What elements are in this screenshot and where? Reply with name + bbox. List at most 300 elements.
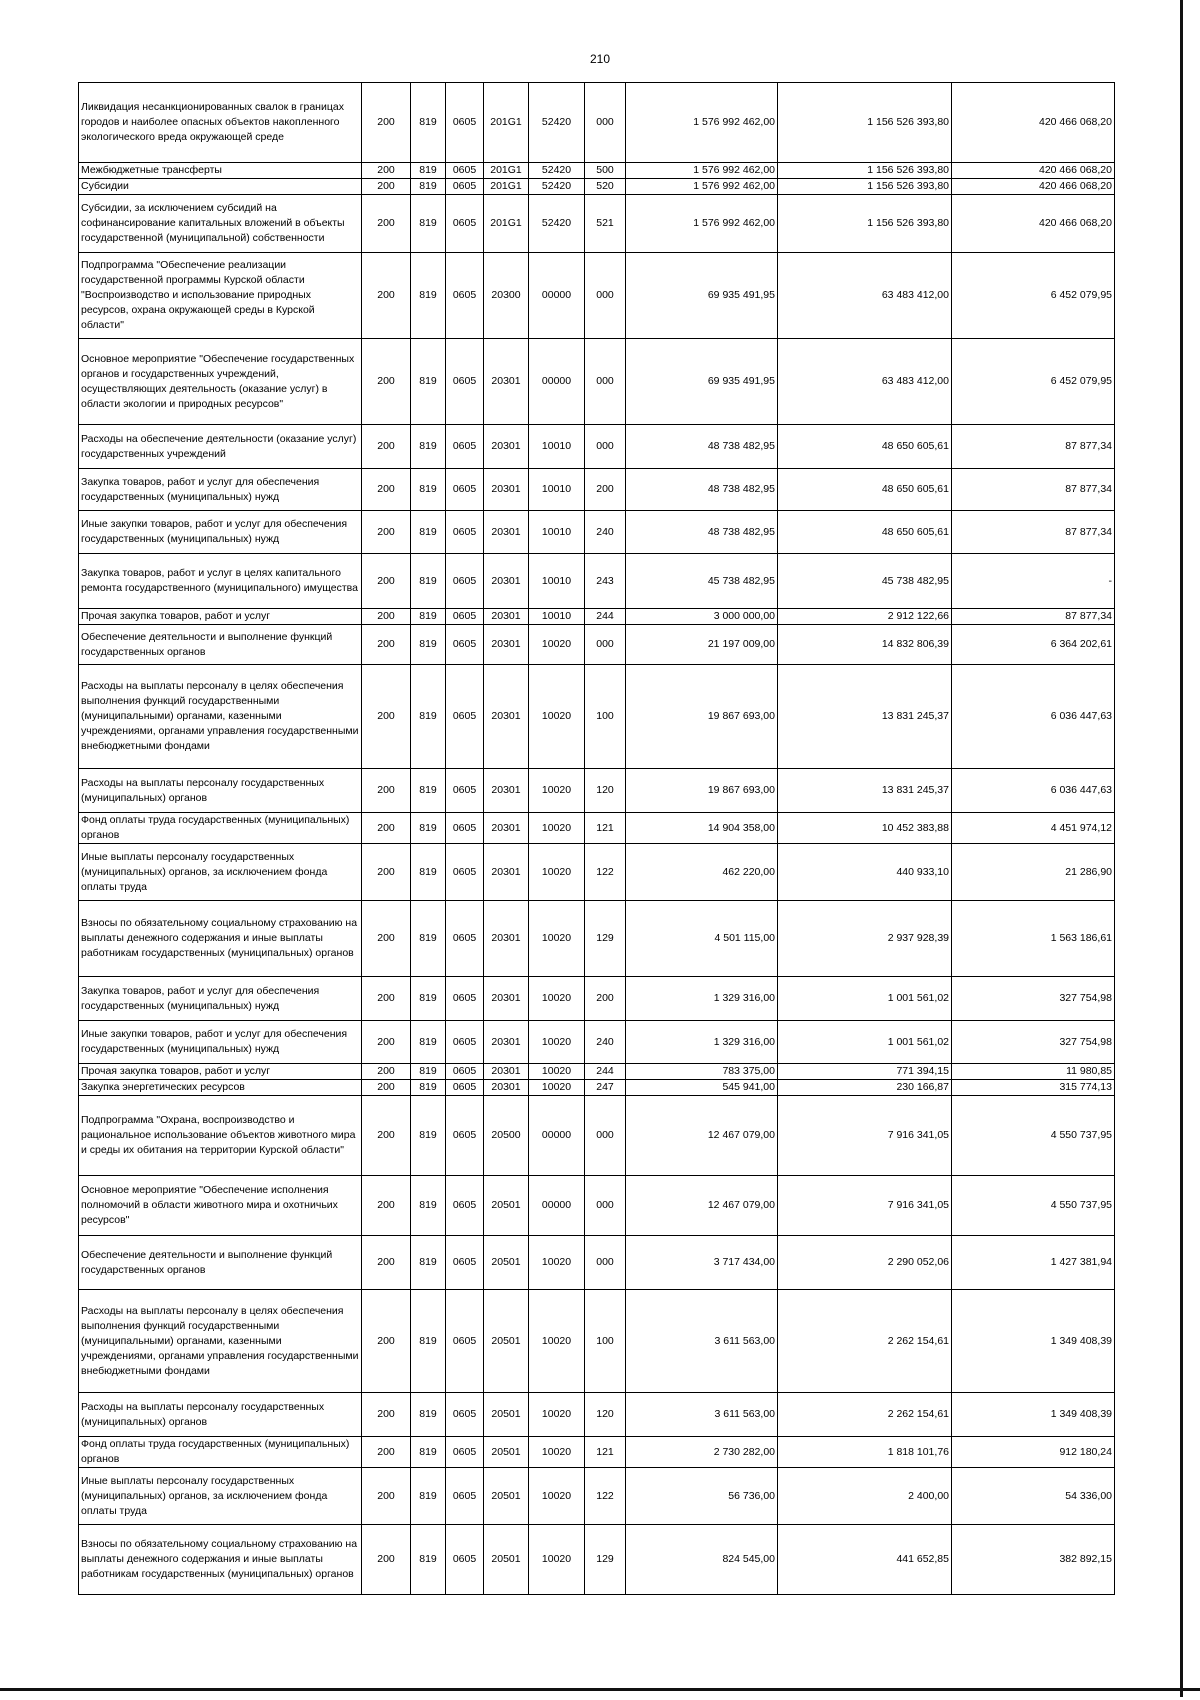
row-code-c6: 200 bbox=[585, 469, 626, 511]
row-code-c2: 819 bbox=[411, 813, 446, 844]
row-value-2: 48 650 605,61 bbox=[778, 425, 952, 469]
row-value-2: 1 001 561,02 bbox=[778, 977, 952, 1021]
row-name: Иные выплаты персоналу государственных (муниципальных) органов, за исключением фонда оплаты труда bbox=[79, 1468, 362, 1525]
row-code-c2: 819 bbox=[411, 1468, 446, 1525]
row-code-c4: 20301 bbox=[484, 554, 529, 609]
row-code-c3: 0605 bbox=[446, 511, 484, 554]
row-code-c2: 819 bbox=[411, 554, 446, 609]
row-code-c1: 200 bbox=[362, 625, 411, 665]
row-value-1: 3 717 434,00 bbox=[626, 1236, 778, 1290]
row-code-c1: 200 bbox=[362, 1176, 411, 1236]
table-row bbox=[79, 977, 1115, 1021]
table-row bbox=[79, 1393, 1115, 1437]
table-row bbox=[79, 1468, 1115, 1525]
row-code-c6: 100 bbox=[585, 1290, 626, 1393]
row-value-3: 1 349 408,39 bbox=[952, 1290, 1115, 1393]
table-row bbox=[79, 253, 1115, 339]
row-value-1: 3 611 563,00 bbox=[626, 1393, 778, 1437]
row-code-c2: 819 bbox=[411, 253, 446, 339]
row-code-c3: 0605 bbox=[446, 901, 484, 977]
row-code-c6: 243 bbox=[585, 554, 626, 609]
row-code-c4: 20501 bbox=[484, 1393, 529, 1437]
row-value-2: 1 818 101,76 bbox=[778, 1437, 952, 1468]
row-name: Закупка энергетических ресурсов bbox=[79, 1080, 362, 1096]
row-code-c4: 201G1 bbox=[484, 83, 529, 163]
row-code-c1: 200 bbox=[362, 1021, 411, 1064]
row-name: Закупка товаров, работ и услуг в целях капитального ремонта государственного (муниципального) имущества bbox=[79, 554, 362, 609]
row-code-c4: 20301 bbox=[484, 813, 529, 844]
row-name: Иные выплаты персоналу государственных (муниципальных) органов, за исключением фонда оплаты труда bbox=[79, 844, 362, 901]
table-row bbox=[79, 425, 1115, 469]
row-code-c2: 819 bbox=[411, 1080, 446, 1096]
row-code-c3: 0605 bbox=[446, 83, 484, 163]
row-code-c3: 0605 bbox=[446, 1080, 484, 1096]
row-code-c1: 200 bbox=[362, 1290, 411, 1393]
row-code-c2: 819 bbox=[411, 1096, 446, 1176]
row-code-c6: 122 bbox=[585, 1468, 626, 1525]
table-row bbox=[79, 1064, 1115, 1080]
row-code-c4: 20301 bbox=[484, 1064, 529, 1080]
row-value-2: 63 483 412,00 bbox=[778, 339, 952, 425]
row-code-c4: 20300 bbox=[484, 253, 529, 339]
row-name: Прочая закупка товаров, работ и услуг bbox=[79, 1064, 362, 1080]
row-code-c6: 000 bbox=[585, 1176, 626, 1236]
row-code-c5: 52420 bbox=[529, 179, 585, 195]
row-code-c2: 819 bbox=[411, 609, 446, 625]
row-code-c5: 10020 bbox=[529, 769, 585, 813]
row-value-2: 7 916 341,05 bbox=[778, 1096, 952, 1176]
row-code-c3: 0605 bbox=[446, 665, 484, 769]
row-code-c2: 819 bbox=[411, 1176, 446, 1236]
row-value-2: 45 738 482,95 bbox=[778, 554, 952, 609]
row-code-c4: 20301 bbox=[484, 977, 529, 1021]
row-code-c2: 819 bbox=[411, 339, 446, 425]
row-name: Расходы на выплаты персоналу государственных (муниципальных) органов bbox=[79, 769, 362, 813]
row-code-c6: 000 bbox=[585, 625, 626, 665]
row-value-1: 1 329 316,00 bbox=[626, 977, 778, 1021]
row-value-1: 783 375,00 bbox=[626, 1064, 778, 1080]
row-code-c6: 000 bbox=[585, 1096, 626, 1176]
row-code-c4: 20501 bbox=[484, 1468, 529, 1525]
row-value-2: 10 452 383,88 bbox=[778, 813, 952, 844]
row-value-2: 2 262 154,61 bbox=[778, 1393, 952, 1437]
row-value-2: 1 001 561,02 bbox=[778, 1021, 952, 1064]
row-code-c1: 200 bbox=[362, 1437, 411, 1468]
table-row bbox=[79, 1096, 1115, 1176]
table-row bbox=[79, 554, 1115, 609]
row-value-1: 48 738 482,95 bbox=[626, 511, 778, 554]
row-code-c3: 0605 bbox=[446, 253, 484, 339]
row-code-c6: 121 bbox=[585, 1437, 626, 1468]
row-value-1: 45 738 482,95 bbox=[626, 554, 778, 609]
row-value-3: 420 466 068,20 bbox=[952, 195, 1115, 253]
row-code-c6: 244 bbox=[585, 609, 626, 625]
row-value-3: 6 036 447,63 bbox=[952, 665, 1115, 769]
row-code-c4: 20501 bbox=[484, 1437, 529, 1468]
row-value-2: 2 912 122,66 bbox=[778, 609, 952, 625]
row-code-c2: 819 bbox=[411, 977, 446, 1021]
row-value-1: 1 576 992 462,00 bbox=[626, 195, 778, 253]
row-code-c3: 0605 bbox=[446, 977, 484, 1021]
row-code-c5: 10020 bbox=[529, 1236, 585, 1290]
row-code-c1: 200 bbox=[362, 1525, 411, 1595]
row-value-1: 21 197 009,00 bbox=[626, 625, 778, 665]
row-value-2: 13 831 245,37 bbox=[778, 769, 952, 813]
row-value-3: 54 336,00 bbox=[952, 1468, 1115, 1525]
row-code-c1: 200 bbox=[362, 554, 411, 609]
table-row bbox=[79, 163, 1115, 179]
table-row bbox=[79, 83, 1115, 163]
row-code-c1: 200 bbox=[362, 1468, 411, 1525]
row-value-3: 315 774,13 bbox=[952, 1080, 1115, 1096]
row-value-1: 3 611 563,00 bbox=[626, 1290, 778, 1393]
row-value-1: 19 867 693,00 bbox=[626, 769, 778, 813]
row-value-3: 87 877,34 bbox=[952, 609, 1115, 625]
row-code-c2: 819 bbox=[411, 625, 446, 665]
row-code-c2: 819 bbox=[411, 1021, 446, 1064]
row-code-c6: 120 bbox=[585, 1393, 626, 1437]
row-code-c5: 00000 bbox=[529, 339, 585, 425]
row-value-1: 1 576 992 462,00 bbox=[626, 83, 778, 163]
row-value-3: 912 180,24 bbox=[952, 1437, 1115, 1468]
row-value-3: 87 877,34 bbox=[952, 511, 1115, 554]
row-code-c2: 819 bbox=[411, 1393, 446, 1437]
page-number: 210 bbox=[589, 52, 611, 66]
row-code-c4: 20501 bbox=[484, 1176, 529, 1236]
row-name: Взносы по обязательному социальному страхованию на выплаты денежного содержания и иные выплаты работникам государственных (муниципальных) органов bbox=[79, 901, 362, 977]
row-name: Взносы по обязательному социальному страхованию на выплаты денежного содержания и иные выплаты работникам государственных (муниципальных) органов bbox=[79, 1525, 362, 1595]
row-value-2: 440 933,10 bbox=[778, 844, 952, 901]
row-value-3: 1 349 408,39 bbox=[952, 1393, 1115, 1437]
table-row bbox=[79, 844, 1115, 901]
row-code-c4: 20301 bbox=[484, 469, 529, 511]
row-value-1: 14 904 358,00 bbox=[626, 813, 778, 844]
table-row bbox=[79, 665, 1115, 769]
row-value-3: 382 892,15 bbox=[952, 1525, 1115, 1595]
row-code-c1: 200 bbox=[362, 511, 411, 554]
row-value-2: 48 650 605,61 bbox=[778, 469, 952, 511]
row-value-3: 4 550 737,95 bbox=[952, 1096, 1115, 1176]
row-value-2: 7 916 341,05 bbox=[778, 1176, 952, 1236]
row-code-c6: 129 bbox=[585, 901, 626, 977]
row-code-c4: 20301 bbox=[484, 665, 529, 769]
table-row bbox=[79, 339, 1115, 425]
row-code-c2: 819 bbox=[411, 195, 446, 253]
row-value-3: 87 877,34 bbox=[952, 425, 1115, 469]
row-name: Закупка товаров, работ и услуг для обеспечения государственных (муниципальных) нужд bbox=[79, 977, 362, 1021]
table-row bbox=[79, 1525, 1115, 1595]
row-value-3: 6 036 447,63 bbox=[952, 769, 1115, 813]
row-value-2: 441 652,85 bbox=[778, 1525, 952, 1595]
row-code-c1: 200 bbox=[362, 179, 411, 195]
row-code-c3: 0605 bbox=[446, 1236, 484, 1290]
row-value-2: 1 156 526 393,80 bbox=[778, 163, 952, 179]
row-value-1: 69 935 491,95 bbox=[626, 339, 778, 425]
row-code-c3: 0605 bbox=[446, 339, 484, 425]
row-value-1: 69 935 491,95 bbox=[626, 253, 778, 339]
row-code-c3: 0605 bbox=[446, 625, 484, 665]
row-code-c3: 0605 bbox=[446, 813, 484, 844]
row-code-c6: 200 bbox=[585, 977, 626, 1021]
row-value-3: 1 427 381,94 bbox=[952, 1236, 1115, 1290]
row-code-c3: 0605 bbox=[446, 1064, 484, 1080]
row-code-c6: 120 bbox=[585, 769, 626, 813]
row-code-c3: 0605 bbox=[446, 1176, 484, 1236]
row-value-1: 12 467 079,00 bbox=[626, 1096, 778, 1176]
row-code-c4: 20301 bbox=[484, 339, 529, 425]
row-value-1: 4 501 115,00 bbox=[626, 901, 778, 977]
row-value-2: 63 483 412,00 bbox=[778, 253, 952, 339]
row-name: Иные закупки товаров, работ и услуг для обеспечения государственных (муниципальных) нужд bbox=[79, 511, 362, 554]
row-code-c3: 0605 bbox=[446, 469, 484, 511]
row-code-c5: 10020 bbox=[529, 1525, 585, 1595]
row-value-3: 420 466 068,20 bbox=[952, 83, 1115, 163]
row-code-c3: 0605 bbox=[446, 163, 484, 179]
row-code-c4: 20301 bbox=[484, 901, 529, 977]
table-row bbox=[79, 769, 1115, 813]
row-code-c3: 0605 bbox=[446, 1096, 484, 1176]
row-code-c5: 10020 bbox=[529, 1064, 585, 1080]
row-value-1: 19 867 693,00 bbox=[626, 665, 778, 769]
row-name: Расходы на обеспечение деятельности (оказание услуг) государственных учреждений bbox=[79, 425, 362, 469]
row-value-1: 824 545,00 bbox=[626, 1525, 778, 1595]
row-code-c5: 52420 bbox=[529, 163, 585, 179]
row-code-c1: 200 bbox=[362, 1096, 411, 1176]
row-code-c4: 20301 bbox=[484, 1080, 529, 1096]
row-value-2: 13 831 245,37 bbox=[778, 665, 952, 769]
row-code-c3: 0605 bbox=[446, 609, 484, 625]
row-code-c2: 819 bbox=[411, 1525, 446, 1595]
row-value-2: 1 156 526 393,80 bbox=[778, 83, 952, 163]
row-code-c6: 244 bbox=[585, 1064, 626, 1080]
row-name: Фонд оплаты труда государственных (муниципальных) органов bbox=[79, 813, 362, 844]
row-code-c1: 200 bbox=[362, 977, 411, 1021]
row-code-c4: 20301 bbox=[484, 1021, 529, 1064]
row-code-c1: 200 bbox=[362, 83, 411, 163]
row-code-c2: 819 bbox=[411, 1290, 446, 1393]
row-value-1: 48 738 482,95 bbox=[626, 469, 778, 511]
row-code-c4: 20501 bbox=[484, 1290, 529, 1393]
row-value-3: 11 980,85 bbox=[952, 1064, 1115, 1080]
row-value-3: 420 466 068,20 bbox=[952, 179, 1115, 195]
row-value-3: 4 451 974,12 bbox=[952, 813, 1115, 844]
row-value-2: 2 262 154,61 bbox=[778, 1290, 952, 1393]
row-code-c4: 20301 bbox=[484, 511, 529, 554]
row-code-c3: 0605 bbox=[446, 1525, 484, 1595]
row-value-3: 1 563 186,61 bbox=[952, 901, 1115, 977]
row-value-3: 87 877,34 bbox=[952, 469, 1115, 511]
row-value-3: 420 466 068,20 bbox=[952, 163, 1115, 179]
row-code-c2: 819 bbox=[411, 769, 446, 813]
row-code-c3: 0605 bbox=[446, 195, 484, 253]
row-value-3: 4 550 737,95 bbox=[952, 1176, 1115, 1236]
row-code-c2: 819 bbox=[411, 469, 446, 511]
row-code-c5: 00000 bbox=[529, 1096, 585, 1176]
row-code-c5: 10020 bbox=[529, 977, 585, 1021]
table-row bbox=[79, 1290, 1115, 1393]
row-code-c5: 10010 bbox=[529, 609, 585, 625]
row-code-c2: 819 bbox=[411, 1236, 446, 1290]
row-code-c2: 819 bbox=[411, 163, 446, 179]
row-code-c5: 00000 bbox=[529, 253, 585, 339]
row-code-c6: 247 bbox=[585, 1080, 626, 1096]
row-code-c6: 000 bbox=[585, 83, 626, 163]
row-code-c4: 20301 bbox=[484, 625, 529, 665]
row-code-c3: 0605 bbox=[446, 179, 484, 195]
row-code-c5: 10020 bbox=[529, 665, 585, 769]
row-value-1: 56 736,00 bbox=[626, 1468, 778, 1525]
row-code-c4: 20501 bbox=[484, 1525, 529, 1595]
table-row bbox=[79, 1437, 1115, 1468]
table-row bbox=[79, 901, 1115, 977]
row-code-c3: 0605 bbox=[446, 1021, 484, 1064]
row-name: Основное мероприятие "Обеспечение исполнения полномочий в области животного мира и охотничьих ресурсов" bbox=[79, 1176, 362, 1236]
row-code-c3: 0605 bbox=[446, 1437, 484, 1468]
row-code-c1: 200 bbox=[362, 665, 411, 769]
row-code-c4: 20301 bbox=[484, 769, 529, 813]
table-row bbox=[79, 1176, 1115, 1236]
row-value-3: 327 754,98 bbox=[952, 1021, 1115, 1064]
row-name: Закупка товаров, работ и услуг для обеспечения государственных (муниципальных) нужд bbox=[79, 469, 362, 511]
row-value-1: 12 467 079,00 bbox=[626, 1176, 778, 1236]
row-name: Прочая закупка товаров, работ и услуг bbox=[79, 609, 362, 625]
row-code-c1: 200 bbox=[362, 844, 411, 901]
row-value-2: 1 156 526 393,80 bbox=[778, 179, 952, 195]
row-code-c1: 200 bbox=[362, 813, 411, 844]
row-code-c2: 819 bbox=[411, 1437, 446, 1468]
row-value-3: 6 452 079,95 bbox=[952, 253, 1115, 339]
row-code-c4: 201G1 bbox=[484, 179, 529, 195]
row-code-c6: 500 bbox=[585, 163, 626, 179]
row-code-c1: 200 bbox=[362, 901, 411, 977]
row-code-c2: 819 bbox=[411, 665, 446, 769]
row-name: Межбюджетные трансферты bbox=[79, 163, 362, 179]
row-code-c5: 00000 bbox=[529, 1176, 585, 1236]
row-code-c3: 0605 bbox=[446, 769, 484, 813]
row-code-c6: 000 bbox=[585, 425, 626, 469]
row-value-3: 21 286,90 bbox=[952, 844, 1115, 901]
row-code-c5: 10020 bbox=[529, 844, 585, 901]
row-value-2: 2 937 928,39 bbox=[778, 901, 952, 977]
row-value-2: 14 832 806,39 bbox=[778, 625, 952, 665]
row-name: Фонд оплаты труда государственных (муниципальных) органов bbox=[79, 1437, 362, 1468]
row-code-c5: 10010 bbox=[529, 554, 585, 609]
row-code-c1: 200 bbox=[362, 1236, 411, 1290]
row-code-c4: 20301 bbox=[484, 425, 529, 469]
row-code-c5: 10010 bbox=[529, 469, 585, 511]
row-code-c3: 0605 bbox=[446, 425, 484, 469]
row-value-2: 771 394,15 bbox=[778, 1064, 952, 1080]
row-name: Субсидии, за исключением субсидий на софинансирование капитальных вложений в объекты государственной (муниципальной) собственности bbox=[79, 195, 362, 253]
row-name: Обеспечение деятельности и выполнение функций государственных органов bbox=[79, 1236, 362, 1290]
row-code-c5: 10020 bbox=[529, 901, 585, 977]
row-code-c4: 201G1 bbox=[484, 163, 529, 179]
row-value-3: - bbox=[952, 554, 1115, 609]
row-code-c6: 000 bbox=[585, 1236, 626, 1290]
row-code-c3: 0605 bbox=[446, 554, 484, 609]
row-code-c5: 52420 bbox=[529, 195, 585, 253]
row-value-1: 48 738 482,95 bbox=[626, 425, 778, 469]
row-code-c6: 521 bbox=[585, 195, 626, 253]
row-name: Расходы на выплаты персоналу государственных (муниципальных) органов bbox=[79, 1393, 362, 1437]
row-name: Ликвидация несанкционированных свалок в границах городов и наиболее опасных объектов накопленного экологического вреда окружающей среде bbox=[79, 83, 362, 163]
scan-border-right bbox=[1180, 0, 1200, 1697]
row-name: Основное мероприятие "Обеспечение государственных органов и государственных учреждений, осуществляющих деятельность (оказание услуг) в области экологии и природных ресурсов" bbox=[79, 339, 362, 425]
row-value-2: 2 290 052,06 bbox=[778, 1236, 952, 1290]
table-row bbox=[79, 1021, 1115, 1064]
row-code-c1: 200 bbox=[362, 609, 411, 625]
row-value-1: 462 220,00 bbox=[626, 844, 778, 901]
row-code-c5: 10020 bbox=[529, 625, 585, 665]
row-code-c2: 819 bbox=[411, 511, 446, 554]
row-code-c6: 122 bbox=[585, 844, 626, 901]
row-code-c3: 0605 bbox=[446, 1468, 484, 1525]
row-code-c3: 0605 bbox=[446, 1393, 484, 1437]
row-name: Подпрограмма "Обеспечение реализации государственной программы Курской области "Воспроизводство и использование природных ресурсов, охрана окружающей среды в Курской области" bbox=[79, 253, 362, 339]
table-row bbox=[79, 1236, 1115, 1290]
table-row bbox=[79, 179, 1115, 195]
row-code-c5: 10010 bbox=[529, 425, 585, 469]
table-row bbox=[79, 625, 1115, 665]
row-name: Подпрограмма "Охрана, воспроизводство и рациональное использование объектов животного мира и среды их обитания на территории Курской области" bbox=[79, 1096, 362, 1176]
row-code-c1: 200 bbox=[362, 1080, 411, 1096]
row-value-2: 2 400,00 bbox=[778, 1468, 952, 1525]
row-code-c4: 20301 bbox=[484, 609, 529, 625]
row-code-c1: 200 bbox=[362, 425, 411, 469]
row-code-c5: 10020 bbox=[529, 813, 585, 844]
budget-table bbox=[78, 82, 1115, 1595]
row-name: Субсидии bbox=[79, 179, 362, 195]
table-row bbox=[79, 609, 1115, 625]
row-code-c3: 0605 bbox=[446, 1290, 484, 1393]
row-code-c6: 000 bbox=[585, 253, 626, 339]
row-value-3: 6 452 079,95 bbox=[952, 339, 1115, 425]
row-code-c2: 819 bbox=[411, 425, 446, 469]
row-code-c2: 819 bbox=[411, 179, 446, 195]
row-code-c6: 240 bbox=[585, 1021, 626, 1064]
row-code-c4: 20500 bbox=[484, 1096, 529, 1176]
row-code-c1: 200 bbox=[362, 163, 411, 179]
row-code-c5: 10020 bbox=[529, 1468, 585, 1525]
row-code-c1: 200 bbox=[362, 1393, 411, 1437]
row-value-1: 3 000 000,00 bbox=[626, 609, 778, 625]
row-value-3: 6 364 202,61 bbox=[952, 625, 1115, 665]
row-value-1: 1 329 316,00 bbox=[626, 1021, 778, 1064]
row-code-c2: 819 bbox=[411, 1064, 446, 1080]
row-code-c6: 129 bbox=[585, 1525, 626, 1595]
row-code-c4: 20501 bbox=[484, 1236, 529, 1290]
row-value-1: 1 576 992 462,00 bbox=[626, 163, 778, 179]
row-code-c5: 10020 bbox=[529, 1290, 585, 1393]
row-code-c3: 0605 bbox=[446, 844, 484, 901]
table-row bbox=[79, 813, 1115, 844]
row-code-c5: 10020 bbox=[529, 1437, 585, 1468]
table-row bbox=[79, 469, 1115, 511]
row-value-3: 327 754,98 bbox=[952, 977, 1115, 1021]
row-code-c5: 10020 bbox=[529, 1393, 585, 1437]
table-row bbox=[79, 511, 1115, 554]
row-name: Расходы на выплаты персоналу в целях обеспечения выполнения функций государственными (муниципальными) органами, казенными учреждениями, органами управления государственными внебюджетными фондами bbox=[79, 1290, 362, 1393]
row-code-c1: 200 bbox=[362, 339, 411, 425]
row-code-c1: 200 bbox=[362, 253, 411, 339]
row-code-c4: 20301 bbox=[484, 844, 529, 901]
row-name: Обеспечение деятельности и выполнение функций государственных органов bbox=[79, 625, 362, 665]
row-code-c6: 121 bbox=[585, 813, 626, 844]
row-value-2: 230 166,87 bbox=[778, 1080, 952, 1096]
row-code-c1: 200 bbox=[362, 469, 411, 511]
row-code-c1: 200 bbox=[362, 769, 411, 813]
row-code-c2: 819 bbox=[411, 83, 446, 163]
